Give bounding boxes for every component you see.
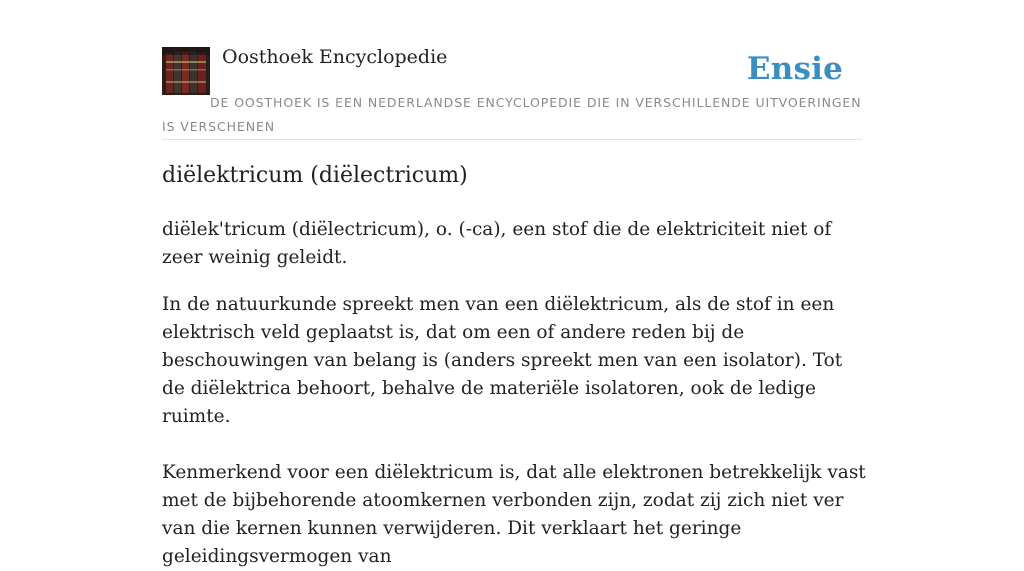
encyclopedia-books-icon[interactable] — [162, 47, 210, 95]
site-header — [162, 46, 862, 140]
site-tagline: DE OOSTHOEK IS EEN NEDERLANDSE ENCYCLOPEDIE DIE IN VERSCHILLENDE UITVOERINGEN IS VERSCHENEN — [162, 95, 862, 134]
site-name[interactable]: Oosthoek Encyclopedie — [222, 46, 448, 68]
article-paragraph-characteristics: Kenmerkend voor een diëlektricum is, dat alle elektronen betrekkelijk vast met de bijbehorende atoomkernen verbonden zijn, zodat zij zich niet ver van die kernen kunnen verwijderen. Dit verklaart het geringe geleidingsvermogen van — [162, 462, 866, 567]
article-paragraph-physics: In de natuurkunde spreekt men van een diëlektricum, als de stof in een elektrisch veld geplaatst is, dat om een of andere reden bij de beschouwingen van belang is (anders spreekt men van een isolator). Tot de diëlektrica behoort, behalve de materiële isolatoren, ook de ledige ruimte. — [162, 294, 843, 427]
article-body — [162, 216, 867, 571]
page-title: diëlektricum (diëlectricum) — [162, 163, 468, 188]
ensie-logo-link[interactable]: Ensie — [746, 51, 843, 87]
article-paragraph-definition: diëlek'tricum (diëlectricum), o. (-ca), een stof die de elektriciteit niet of zeer weinig geleidt. — [162, 219, 832, 268]
